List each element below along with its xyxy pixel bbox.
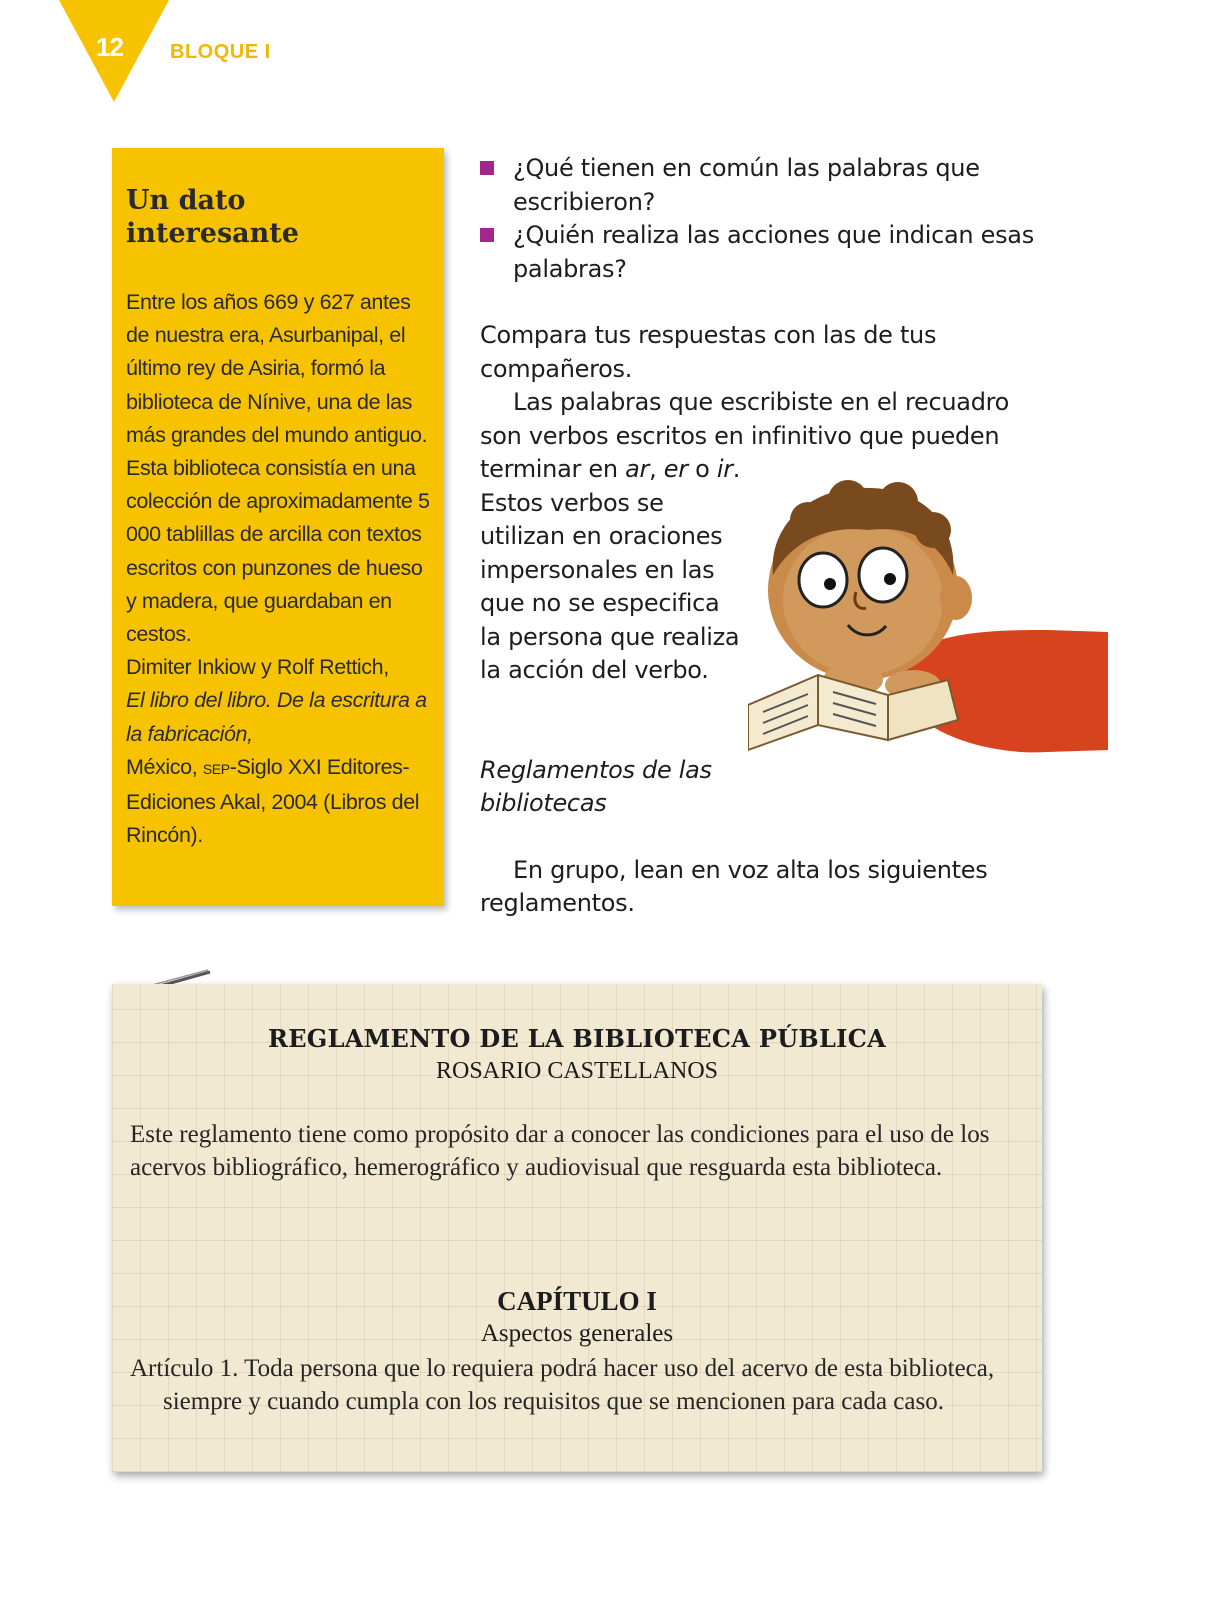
conjunction-o: o (687, 455, 717, 483)
rules-title: REGLAMENTO DE LA BIBLIOTECA PÚBLICA (267, 1024, 887, 1053)
citation-publisher-a: México, (126, 754, 203, 779)
period: . (732, 455, 741, 483)
question-list (480, 152, 1040, 286)
chapter-subtitle: Aspectos generales (480, 1320, 674, 1347)
boy-reading-illustration (748, 480, 1108, 770)
citation-publisher (126, 751, 432, 853)
citation-authors: Dimiter Inkiow y Rolf Rettich, (126, 655, 389, 680)
question-text: ¿Qué tienen en común las palabras que escribieron? (513, 154, 980, 216)
chapter-title: CAPÍTULO I (497, 1286, 657, 1316)
question-item (480, 219, 1040, 286)
comma: , (649, 455, 664, 483)
explanation-text: Las palabras que escribiste en el recuadro son verbos escritos en infinitivo que pueden terminar en (480, 388, 1010, 483)
interesting-fact-box (112, 148, 444, 906)
verbs-usage-text: Estos verbos se utilizan en oraciones impersonales en las que no se especifica la persona que realiza la acción del verbo. (480, 488, 740, 684)
infinitive-explanation (480, 386, 1040, 487)
ending-ar: ar (625, 455, 650, 483)
rules-intro: Este reglamento tiene como propósito dar a conocer las condiciones para el uso de los acervos bibliográfico, hemerográfico y audiovisual que resguarda esta biblioteca. (130, 1121, 990, 1181)
fact-body: Entre los años 669 y 627 antes de nuestra era, Asurbanipal, el último rey de Asiria, formó la biblioteca de Nínive, una de las más grandes del mundo antiguo. Esta biblioteca consistía en una colección de aproximadamente 5 000 tablillas de arcilla con textos escritos con punzones de hueso y madera, que guardaban en cestos. (126, 290, 430, 647)
citation-book-title: El libro del libro. De la escritura a la fabricación, (126, 688, 427, 746)
fact-box-title: Un dato interesante (126, 185, 299, 249)
citation-publisher-b: -Siglo XXI Editores-Ediciones Akal, 2004 (Libros del Rincón). (126, 754, 420, 848)
block-label: BLOQUE I (170, 41, 271, 63)
ending-er: er (663, 455, 688, 483)
section-heading: Reglamentos de las bibliotecas (480, 755, 712, 817)
ending-ir: ir (716, 455, 733, 483)
question-text: ¿Quién realiza las acciones que indican esas palabras? (513, 221, 1034, 283)
group-read-instruction: En grupo, lean en voz alta los siguientes reglamentos. (480, 855, 988, 917)
compare-instruction: Compara tus respuestas con las de tus compañeros. (480, 321, 937, 383)
article-1: Artículo 1. Toda persona que lo requiera podrá hacer uso del acervo de esta biblioteca, siempre y cuando cumpla con los requisitos que se mencionen para cada caso. (130, 1355, 995, 1415)
library-rules-card (112, 984, 1042, 1472)
rules-library-name: ROSARIO CASTELLANOS (435, 1058, 719, 1084)
square-bullet-icon (480, 161, 494, 175)
citation-sep: SEP (202, 760, 230, 777)
fact-box-text (126, 286, 432, 852)
page-number: 12 (96, 32, 123, 62)
square-bullet-icon (480, 228, 494, 242)
question-item (480, 152, 1040, 219)
